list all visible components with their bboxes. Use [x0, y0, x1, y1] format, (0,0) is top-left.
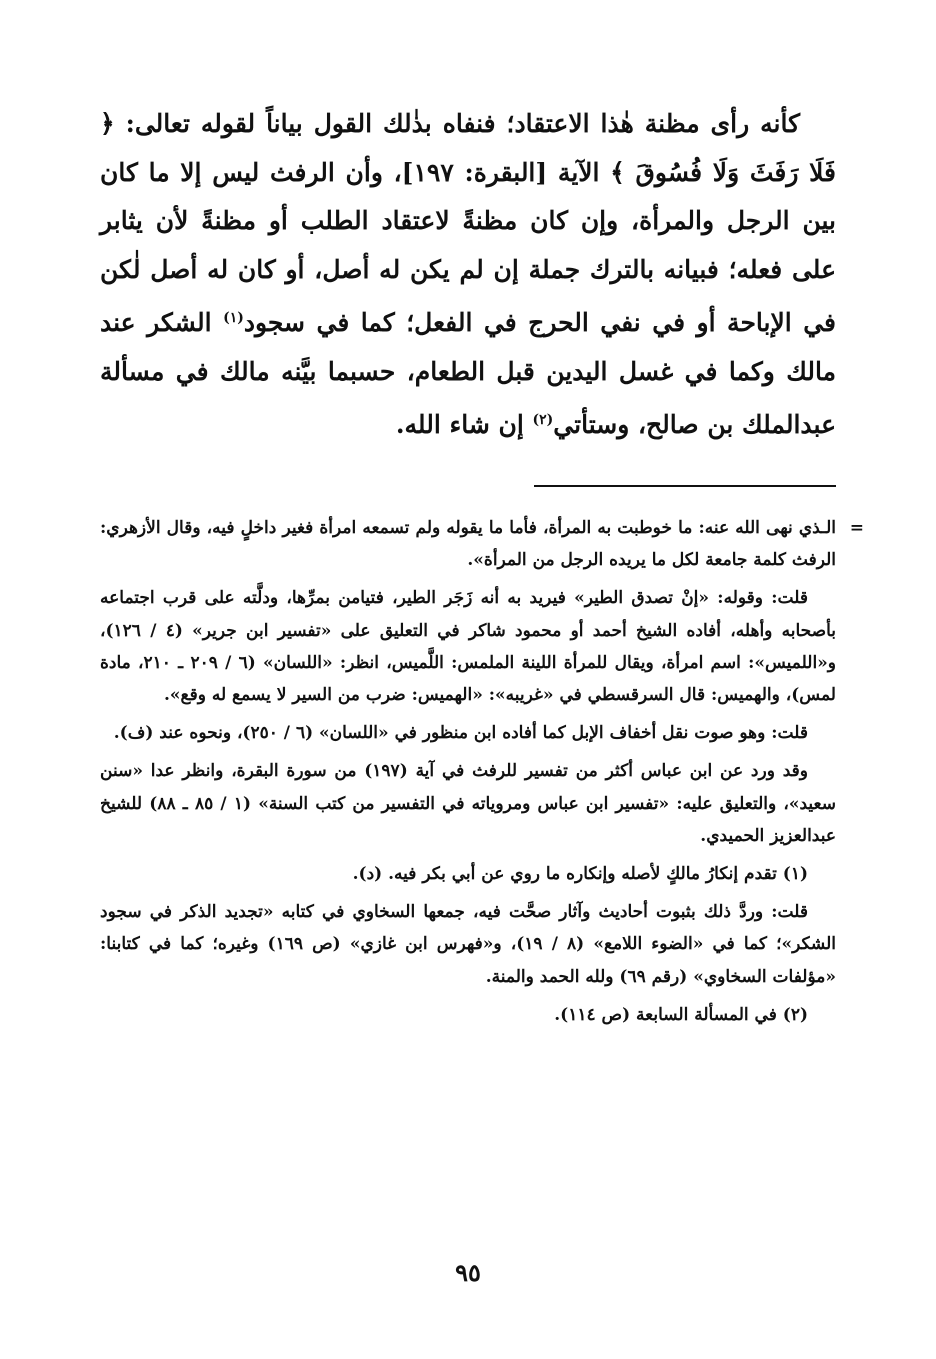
- footnote-paragraph: قلت: وهو صوت نقل أخفاف الإبل كما أفاده ابن منظور في «اللسان» (٦ / ٢٥٠)، ونحوه عند (ف).: [113, 723, 808, 744]
- footnote-paragraph: وقد ورد عن ابن عباس أكثر من تفسير للرفث في آية (١٩٧) من سورة البقرة، وانظر عدا «سنن سعيد»، والتعليق عليه: «تفسير ابن عباس ومروياته في التفسير من كتب السنة» (١ / ٨٥ ـ ٨٨) للشيخ عبدالعزيز الحميدي.: [100, 761, 836, 846]
- footnote-separator: [534, 485, 836, 487]
- page-number: ٩٥: [455, 1258, 481, 1287]
- main-paragraph-part-c: إن شاء الله.: [395, 410, 533, 439]
- main-paragraph-part-a: كأنه رأى مظنة هٰذا الاعتقاد؛ فنفاه بذٰلك القول بياناً لقوله تعالى: ﴿ فَلَا رَفَثَ وَلَا فُسُوقَ ﴾ الآية [البقرة: ١٩٧]، وأن الرفث ليس إلا ما كان بين الرجل والمرأة، وإن كان مظنةً لاعتقاد الطلب أو مظنةً لأن يثابر على فعله؛ فبيانه بالترك جملة إن لم يكن له أصل، أو كان له أصل لٰكن في الإباحة أو في نفي الحرج في الفعل؛ كما في سجود: [100, 109, 836, 337]
- footnote-text-1: الـذي نهى الله عنه: ما خوطبت به المرأة، فأما ما يقوله ولم تسمعه امرأة فغير داخلٍ فيه، وقال الأزهري: الرفث كلمة جامعة لكل ما يريده الرجل من المرأة».: [100, 518, 836, 571]
- footnote-paragraph: قلت: وقوله: «إنْ تصدق الطير» فيريد به أنه زَجَر الطير، فتيامن بمرِّها، ودلَّته على قرب اجتماعه بأصحابه وأهله، أفاده الشيخ أحمد أو محمود شاكر في التعليق على «تفسير ابن جرير» (٤ / ١٢٦)، و«اللميس»: اسم امرأة، ويقال للمرأة اللينة الملمس: اللَّميس، انظر: «اللسان» (٦ / ٢٠٩ ـ ٢١٠، مادة لمس)، والهميس: قال السرقسطي في «غريبه»: «الهميس: ضرب من السير لا يسمع له وقع».: [100, 588, 837, 706]
- footnote-paragraph: قلت: وردَّ ذلك بثبوت أحاديث وآثار صحَّت فيه، جمعها السخاوي في كتابه «تجديد الذكر في سجود الشكر»؛ كما في «الضوء اللامع» (٨ / ١٩)، و«فهرس ابن غازي» (ص ١٦٩) وغيره؛ كما في كتابنا: «مؤلفات السخاوي» (رقم ٦٩) ولله الحمد والمنة.: [100, 902, 836, 987]
- main-paragraph: [100, 100, 836, 450]
- footnote-2: (٢) في المسألة السابعة (ص ١١٤).: [554, 1004, 808, 1025]
- footnote-ref-1: (١): [223, 310, 244, 326]
- footnotes: [100, 512, 864, 1037]
- continuation-mark: =: [849, 518, 864, 538]
- footnote-ref-2: (٢): [532, 412, 554, 428]
- footnote-1: (١) تقدم إنكارُ مالكٍ لأصله وإنكاره ما روي عن أبي بكر فيه. (د).: [352, 864, 808, 885]
- main-text: [100, 100, 836, 450]
- main-paragraph-part-b: الشكر عند مالك وكما في غسل اليدين قبل الطعام، حسبما بيَّنه مالك في مسألة عبدالملك بن صالح، وستأتي: [100, 308, 836, 439]
- footnote-continuation: [100, 512, 864, 576]
